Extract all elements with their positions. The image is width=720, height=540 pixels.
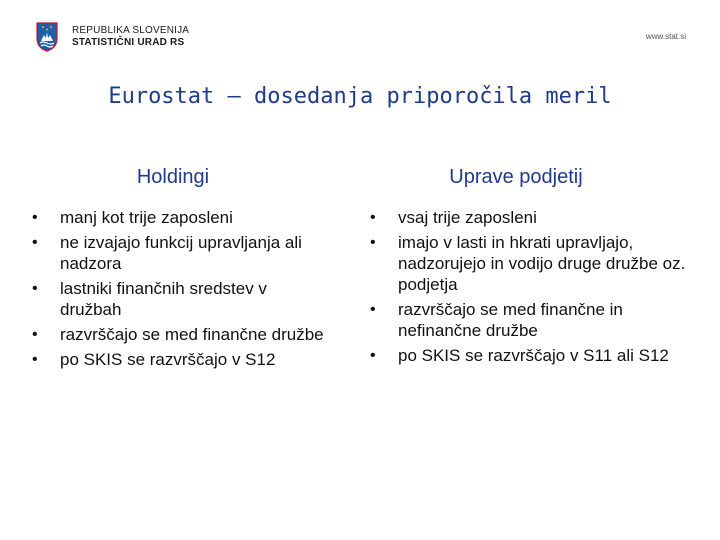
holdings-heading: Holdingi <box>136 166 210 188</box>
list-item: • razvrščajo se med finančne in nefinančne družbe <box>366 299 686 341</box>
list-item: • vsaj trije zaposleni <box>366 207 686 228</box>
org-line-2: STATISTIČNI URAD RS <box>72 37 185 48</box>
website-url: www.stat.si <box>645 32 686 41</box>
company-management-list <box>366 207 686 366</box>
list-item: • po SKIS se razvrščajo v S12 <box>28 349 328 370</box>
list-item: • ne izvajajo funkcij upravljanja ali nadzora <box>28 232 328 274</box>
slide-title: Eurostat – dosedanja priporočila meril <box>108 84 612 109</box>
list-item: • po SKIS se razvrščajo v S11 ali S12 <box>366 345 686 366</box>
header <box>36 22 189 52</box>
organization-name <box>72 25 189 49</box>
org-line-1: REPUBLIKA SLOVENIJA <box>72 25 190 36</box>
company-management-column <box>366 166 686 370</box>
list-item: • lastniki finančnih sredstev v družbah <box>28 278 328 320</box>
holdings-column <box>28 166 328 374</box>
list-item: • manj kot trije zaposleni <box>28 207 328 228</box>
list-item: • razvrščajo se med finančne družbe <box>28 324 328 345</box>
holdings-list <box>28 207 328 370</box>
coat-of-arms-icon <box>36 22 58 52</box>
list-item: • imajo v lasti in hkrati upravljajo, nadzorujejo in vodijo druge družbe oz. podjetja <box>366 232 686 295</box>
company-management-heading: Uprave podjetij <box>449 166 583 188</box>
